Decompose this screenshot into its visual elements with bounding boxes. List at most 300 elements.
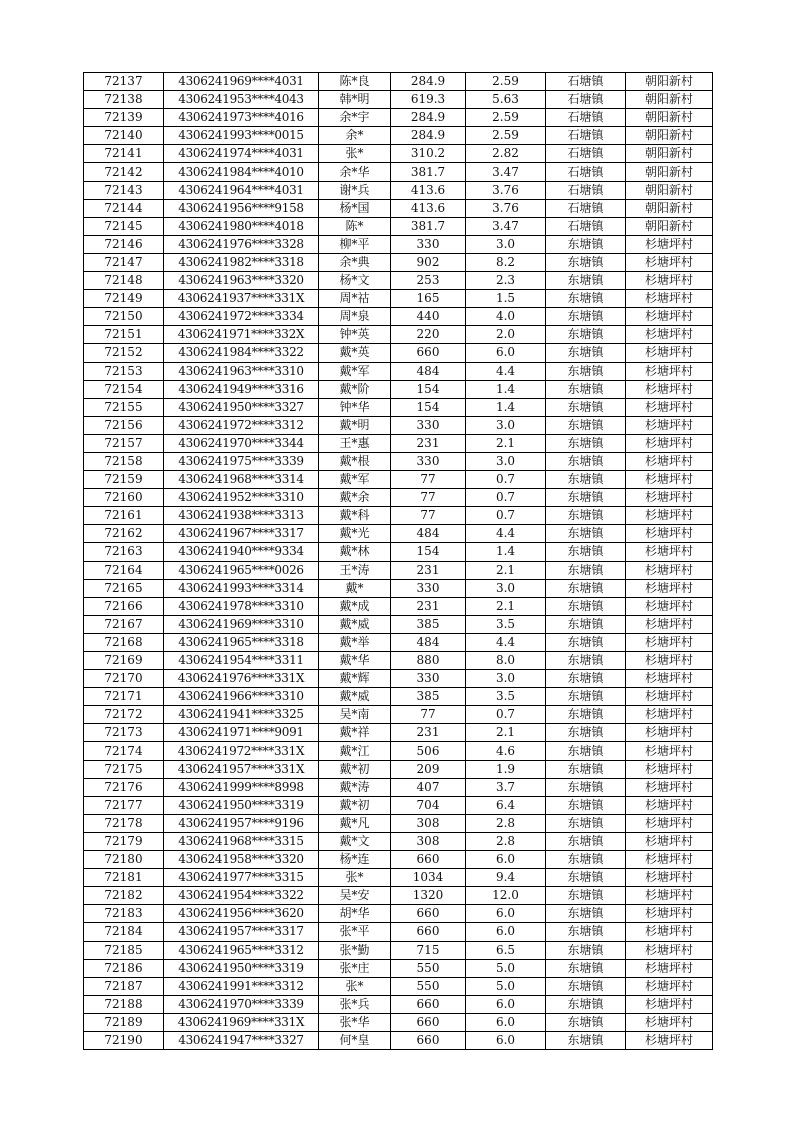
table-row: [84, 778, 713, 796]
table-row: [84, 73, 713, 91]
serial-number-cell: 72148: [84, 272, 164, 290]
id-number-cell: 4306241937****331X: [164, 290, 319, 308]
name-cell: 戴*余: [319, 489, 391, 507]
amount-cell: 330: [391, 416, 466, 434]
town-cell: 东塘镇: [546, 471, 626, 489]
name-cell: 韩*明: [319, 91, 391, 109]
table-row: [84, 235, 713, 253]
table-row: [84, 471, 713, 489]
village-cell: 朝阳新村: [626, 73, 713, 91]
town-cell: 东塘镇: [546, 742, 626, 760]
record-table: [83, 72, 713, 1050]
amount-cell: 220: [391, 326, 466, 344]
amount-cell: 154: [391, 543, 466, 561]
name-cell: 戴*江: [319, 742, 391, 760]
id-number-cell: 4306241966****3310: [164, 688, 319, 706]
area-cell: 6.0: [466, 1031, 546, 1049]
name-cell: 戴*初: [319, 796, 391, 814]
table-row: [84, 796, 713, 814]
amount-cell: 330: [391, 452, 466, 470]
village-cell: 杉塘坪村: [626, 688, 713, 706]
serial-number-cell: 72140: [84, 127, 164, 145]
serial-number-cell: 72143: [84, 181, 164, 199]
name-cell: 余*: [319, 127, 391, 145]
name-cell: 戴*明: [319, 416, 391, 434]
amount-cell: 660: [391, 905, 466, 923]
town-cell: 东塘镇: [546, 290, 626, 308]
name-cell: 陈*良: [319, 73, 391, 91]
town-cell: 东塘镇: [546, 525, 626, 543]
village-cell: 杉塘坪村: [626, 308, 713, 326]
serial-number-cell: 72186: [84, 959, 164, 977]
amount-cell: 715: [391, 941, 466, 959]
town-cell: 东塘镇: [546, 452, 626, 470]
town-cell: 东塘镇: [546, 887, 626, 905]
area-cell: 3.5: [466, 688, 546, 706]
id-number-cell: 4306241972****3312: [164, 416, 319, 434]
name-cell: 杨*连: [319, 851, 391, 869]
area-cell: 3.0: [466, 670, 546, 688]
village-cell: 杉塘坪村: [626, 760, 713, 778]
serial-number-cell: 72144: [84, 199, 164, 217]
table-row: [84, 597, 713, 615]
serial-number-cell: 72183: [84, 905, 164, 923]
name-cell: 戴*初: [319, 760, 391, 778]
serial-number-cell: 72137: [84, 73, 164, 91]
area-cell: 6.0: [466, 851, 546, 869]
table-row: [84, 760, 713, 778]
id-number-cell: 4306241999****8998: [164, 778, 319, 796]
id-number-cell: 4306241978****3310: [164, 597, 319, 615]
amount-cell: 209: [391, 760, 466, 778]
table-row: [84, 941, 713, 959]
amount-cell: 165: [391, 290, 466, 308]
town-cell: 东塘镇: [546, 272, 626, 290]
area-cell: 1.9: [466, 760, 546, 778]
town-cell: 东塘镇: [546, 814, 626, 832]
name-cell: 杨*国: [319, 199, 391, 217]
name-cell: 钟*华: [319, 398, 391, 416]
table-row: [84, 362, 713, 380]
id-number-cell: 4306241958****3320: [164, 851, 319, 869]
id-number-cell: 4306241971****332X: [164, 326, 319, 344]
table-row: [84, 923, 713, 941]
serial-number-cell: 72142: [84, 163, 164, 181]
town-cell: 东塘镇: [546, 977, 626, 995]
serial-number-cell: 72166: [84, 597, 164, 615]
table-row: [84, 272, 713, 290]
id-number-cell: 4306241957****9196: [164, 814, 319, 832]
village-cell: 杉塘坪村: [626, 362, 713, 380]
serial-number-cell: 72153: [84, 362, 164, 380]
amount-cell: 619.3: [391, 91, 466, 109]
village-cell: 杉塘坪村: [626, 633, 713, 651]
table-row: [84, 543, 713, 561]
area-cell: 0.7: [466, 471, 546, 489]
amount-cell: 231: [391, 561, 466, 579]
village-cell: 杉塘坪村: [626, 543, 713, 561]
name-cell: 余*宇: [319, 109, 391, 127]
village-cell: 杉塘坪村: [626, 326, 713, 344]
id-number-cell: 4306241991****3312: [164, 977, 319, 995]
town-cell: 东塘镇: [546, 398, 626, 416]
village-cell: 杉塘坪村: [626, 832, 713, 850]
area-cell: 2.59: [466, 127, 546, 145]
area-cell: 6.0: [466, 1013, 546, 1031]
amount-cell: 154: [391, 398, 466, 416]
name-cell: 王*惠: [319, 434, 391, 452]
village-cell: 朝阳新村: [626, 217, 713, 235]
amount-cell: 231: [391, 724, 466, 742]
serial-number-cell: 72157: [84, 434, 164, 452]
village-cell: 杉塘坪村: [626, 1013, 713, 1031]
village-cell: 杉塘坪村: [626, 579, 713, 597]
name-cell: 杨*文: [319, 272, 391, 290]
serial-number-cell: 72173: [84, 724, 164, 742]
id-number-cell: 4306241984****4010: [164, 163, 319, 181]
name-cell: 戴*凡: [319, 814, 391, 832]
amount-cell: 440: [391, 308, 466, 326]
village-cell: 杉塘坪村: [626, 398, 713, 416]
town-cell: 东塘镇: [546, 633, 626, 651]
id-number-cell: 4306241970****3344: [164, 434, 319, 452]
id-number-cell: 4306241957****3317: [164, 923, 319, 941]
id-number-cell: 4306241954****3311: [164, 652, 319, 670]
area-cell: 4.6: [466, 742, 546, 760]
id-number-cell: 4306241968****3315: [164, 832, 319, 850]
id-number-cell: 4306241993****3314: [164, 579, 319, 597]
area-cell: 2.8: [466, 832, 546, 850]
area-cell: 2.82: [466, 145, 546, 163]
table-row: [84, 561, 713, 579]
area-cell: 0.7: [466, 706, 546, 724]
id-number-cell: 4306241969****4031: [164, 73, 319, 91]
village-cell: 杉塘坪村: [626, 887, 713, 905]
table-row: [84, 290, 713, 308]
amount-cell: 77: [391, 489, 466, 507]
amount-cell: 77: [391, 471, 466, 489]
area-cell: 2.1: [466, 561, 546, 579]
id-number-cell: 4306241970****3339: [164, 995, 319, 1013]
town-cell: 东塘镇: [546, 507, 626, 525]
serial-number-cell: 72169: [84, 652, 164, 670]
village-cell: 杉塘坪村: [626, 561, 713, 579]
area-cell: 5.0: [466, 959, 546, 977]
id-number-cell: 4306241940****9334: [164, 543, 319, 561]
id-number-cell: 4306241977****3315: [164, 869, 319, 887]
amount-cell: 310.2: [391, 145, 466, 163]
town-cell: 石塘镇: [546, 73, 626, 91]
town-cell: 东塘镇: [546, 416, 626, 434]
area-cell: 5.63: [466, 91, 546, 109]
amount-cell: 660: [391, 995, 466, 1013]
serial-number-cell: 72189: [84, 1013, 164, 1031]
village-cell: 杉塘坪村: [626, 869, 713, 887]
area-cell: 1.5: [466, 290, 546, 308]
village-cell: 杉塘坪村: [626, 778, 713, 796]
id-number-cell: 4306241941****3325: [164, 706, 319, 724]
name-cell: 戴*光: [319, 525, 391, 543]
town-cell: 东塘镇: [546, 489, 626, 507]
table-row: [84, 163, 713, 181]
amount-cell: 660: [391, 344, 466, 362]
town-cell: 东塘镇: [546, 652, 626, 670]
amount-cell: 880: [391, 652, 466, 670]
serial-number-cell: 72179: [84, 832, 164, 850]
serial-number-cell: 72138: [84, 91, 164, 109]
village-cell: 朝阳新村: [626, 109, 713, 127]
name-cell: 戴*阶: [319, 380, 391, 398]
town-cell: 东塘镇: [546, 597, 626, 615]
serial-number-cell: 72151: [84, 326, 164, 344]
id-number-cell: 4306241980****4018: [164, 217, 319, 235]
amount-cell: 231: [391, 434, 466, 452]
town-cell: 东塘镇: [546, 706, 626, 724]
amount-cell: 77: [391, 507, 466, 525]
area-cell: 4.4: [466, 525, 546, 543]
table-row: [84, 977, 713, 995]
area-cell: 8.2: [466, 253, 546, 271]
area-cell: 3.5: [466, 615, 546, 633]
name-cell: 谢*兵: [319, 181, 391, 199]
amount-cell: 385: [391, 688, 466, 706]
table-row: [84, 851, 713, 869]
amount-cell: 484: [391, 525, 466, 543]
table-row: [84, 507, 713, 525]
village-cell: 朝阳新村: [626, 181, 713, 199]
table-row: [84, 416, 713, 434]
amount-cell: 330: [391, 670, 466, 688]
amount-cell: 330: [391, 579, 466, 597]
town-cell: 石塘镇: [546, 145, 626, 163]
town-cell: 石塘镇: [546, 217, 626, 235]
serial-number-cell: 72163: [84, 543, 164, 561]
table-row: [84, 995, 713, 1013]
village-cell: 杉塘坪村: [626, 670, 713, 688]
town-cell: 东塘镇: [546, 670, 626, 688]
area-cell: 4.4: [466, 362, 546, 380]
village-cell: 朝阳新村: [626, 91, 713, 109]
table-row: [84, 109, 713, 127]
id-number-cell: 4306241982****3318: [164, 253, 319, 271]
village-cell: 杉塘坪村: [626, 905, 713, 923]
serial-number-cell: 72155: [84, 398, 164, 416]
serial-number-cell: 72139: [84, 109, 164, 127]
amount-cell: 550: [391, 977, 466, 995]
town-cell: 东塘镇: [546, 253, 626, 271]
town-cell: 东塘镇: [546, 778, 626, 796]
village-cell: 杉塘坪村: [626, 344, 713, 362]
area-cell: 3.47: [466, 163, 546, 181]
table-row: [84, 525, 713, 543]
area-cell: 2.59: [466, 109, 546, 127]
name-cell: 戴*华: [319, 652, 391, 670]
serial-number-cell: 72167: [84, 615, 164, 633]
town-cell: 东塘镇: [546, 308, 626, 326]
id-number-cell: 4306241949****3316: [164, 380, 319, 398]
area-cell: 6.0: [466, 344, 546, 362]
area-cell: 3.0: [466, 579, 546, 597]
name-cell: 张*华: [319, 1013, 391, 1031]
table-row: [84, 308, 713, 326]
table-row: [84, 380, 713, 398]
village-cell: 杉塘坪村: [626, 995, 713, 1013]
amount-cell: 660: [391, 1013, 466, 1031]
area-cell: 4.4: [466, 633, 546, 651]
village-cell: 朝阳新村: [626, 127, 713, 145]
area-cell: 6.0: [466, 905, 546, 923]
table-row: [84, 434, 713, 452]
table-row: [84, 724, 713, 742]
id-number-cell: 4306241965****3312: [164, 941, 319, 959]
serial-number-cell: 72182: [84, 887, 164, 905]
name-cell: 戴*文: [319, 832, 391, 850]
village-cell: 朝阳新村: [626, 145, 713, 163]
village-cell: 朝阳新村: [626, 163, 713, 181]
table-row: [84, 253, 713, 271]
table-row: [84, 670, 713, 688]
area-cell: 6.5: [466, 941, 546, 959]
serial-number-cell: 72156: [84, 416, 164, 434]
town-cell: 东塘镇: [546, 796, 626, 814]
serial-number-cell: 72184: [84, 923, 164, 941]
area-cell: 3.76: [466, 199, 546, 217]
area-cell: 2.8: [466, 814, 546, 832]
area-cell: 3.0: [466, 416, 546, 434]
name-cell: 戴*林: [319, 543, 391, 561]
town-cell: 东塘镇: [546, 995, 626, 1013]
area-cell: 5.0: [466, 977, 546, 995]
name-cell: 戴*威: [319, 688, 391, 706]
amount-cell: 308: [391, 832, 466, 850]
table-row: [84, 905, 713, 923]
amount-cell: 413.6: [391, 181, 466, 199]
name-cell: 戴*成: [319, 597, 391, 615]
village-cell: 杉塘坪村: [626, 235, 713, 253]
name-cell: 戴*: [319, 579, 391, 597]
table-row: [84, 688, 713, 706]
village-cell: 杉塘坪村: [626, 416, 713, 434]
town-cell: 石塘镇: [546, 91, 626, 109]
serial-number-cell: 72141: [84, 145, 164, 163]
amount-cell: 484: [391, 362, 466, 380]
area-cell: 9.4: [466, 869, 546, 887]
amount-cell: 550: [391, 959, 466, 977]
name-cell: 张*庄: [319, 959, 391, 977]
id-number-cell: 4306241974****4031: [164, 145, 319, 163]
town-cell: 东塘镇: [546, 1031, 626, 1049]
name-cell: 戴*根: [319, 452, 391, 470]
serial-number-cell: 72172: [84, 706, 164, 724]
amount-cell: 660: [391, 851, 466, 869]
serial-number-cell: 72154: [84, 380, 164, 398]
serial-number-cell: 72159: [84, 471, 164, 489]
serial-number-cell: 72165: [84, 579, 164, 597]
table-row: [84, 145, 713, 163]
area-cell: 6.0: [466, 995, 546, 1013]
id-number-cell: 4306241971****9091: [164, 724, 319, 742]
serial-number-cell: 72162: [84, 525, 164, 543]
id-number-cell: 4306241973****4016: [164, 109, 319, 127]
id-number-cell: 4306241964****4031: [164, 181, 319, 199]
name-cell: 张*兵: [319, 995, 391, 1013]
area-cell: 3.0: [466, 452, 546, 470]
town-cell: 东塘镇: [546, 851, 626, 869]
serial-number-cell: 72180: [84, 851, 164, 869]
name-cell: 胡*华: [319, 905, 391, 923]
amount-cell: 902: [391, 253, 466, 271]
serial-number-cell: 72174: [84, 742, 164, 760]
id-number-cell: 4306241956****9158: [164, 199, 319, 217]
village-cell: 杉塘坪村: [626, 724, 713, 742]
id-number-cell: 4306241975****3339: [164, 452, 319, 470]
town-cell: 东塘镇: [546, 760, 626, 778]
amount-cell: 407: [391, 778, 466, 796]
town-cell: 东塘镇: [546, 959, 626, 977]
town-cell: 东塘镇: [546, 380, 626, 398]
name-cell: 戴*军: [319, 471, 391, 489]
amount-cell: 284.9: [391, 109, 466, 127]
village-cell: 杉塘坪村: [626, 977, 713, 995]
village-cell: 杉塘坪村: [626, 742, 713, 760]
village-cell: 杉塘坪村: [626, 507, 713, 525]
amount-cell: 308: [391, 814, 466, 832]
table-row: [84, 91, 713, 109]
name-cell: 余*华: [319, 163, 391, 181]
id-number-cell: 4306241965****3318: [164, 633, 319, 651]
id-number-cell: 4306241950****3319: [164, 796, 319, 814]
name-cell: 周*泉: [319, 308, 391, 326]
id-number-cell: 4306241952****3310: [164, 489, 319, 507]
area-cell: 2.0: [466, 326, 546, 344]
table-row: [84, 887, 713, 905]
table-row: [84, 127, 713, 145]
town-cell: 东塘镇: [546, 832, 626, 850]
amount-cell: 704: [391, 796, 466, 814]
serial-number-cell: 72185: [84, 941, 164, 959]
town-cell: 东塘镇: [546, 362, 626, 380]
table-row: [84, 1013, 713, 1031]
village-cell: 杉塘坪村: [626, 615, 713, 633]
village-cell: 朝阳新村: [626, 199, 713, 217]
village-cell: 杉塘坪村: [626, 959, 713, 977]
table-row: [84, 181, 713, 199]
table-row: [84, 398, 713, 416]
amount-cell: 381.7: [391, 163, 466, 181]
table-row: [84, 869, 713, 887]
town-cell: 东塘镇: [546, 326, 626, 344]
id-number-cell: 4306241967****3317: [164, 525, 319, 543]
amount-cell: 330: [391, 235, 466, 253]
table-row: [84, 452, 713, 470]
village-cell: 杉塘坪村: [626, 290, 713, 308]
table-row: [84, 959, 713, 977]
town-cell: 石塘镇: [546, 163, 626, 181]
serial-number-cell: 72181: [84, 869, 164, 887]
table-row: [84, 1031, 713, 1049]
id-number-cell: 4306241976****3328: [164, 235, 319, 253]
id-number-cell: 4306241963****3310: [164, 362, 319, 380]
table-row: [84, 742, 713, 760]
serial-number-cell: 72150: [84, 308, 164, 326]
village-cell: 杉塘坪村: [626, 489, 713, 507]
id-number-cell: 4306241968****3314: [164, 471, 319, 489]
serial-number-cell: 72171: [84, 688, 164, 706]
table-row: [84, 706, 713, 724]
id-number-cell: 4306241953****4043: [164, 91, 319, 109]
serial-number-cell: 72170: [84, 670, 164, 688]
amount-cell: 506: [391, 742, 466, 760]
